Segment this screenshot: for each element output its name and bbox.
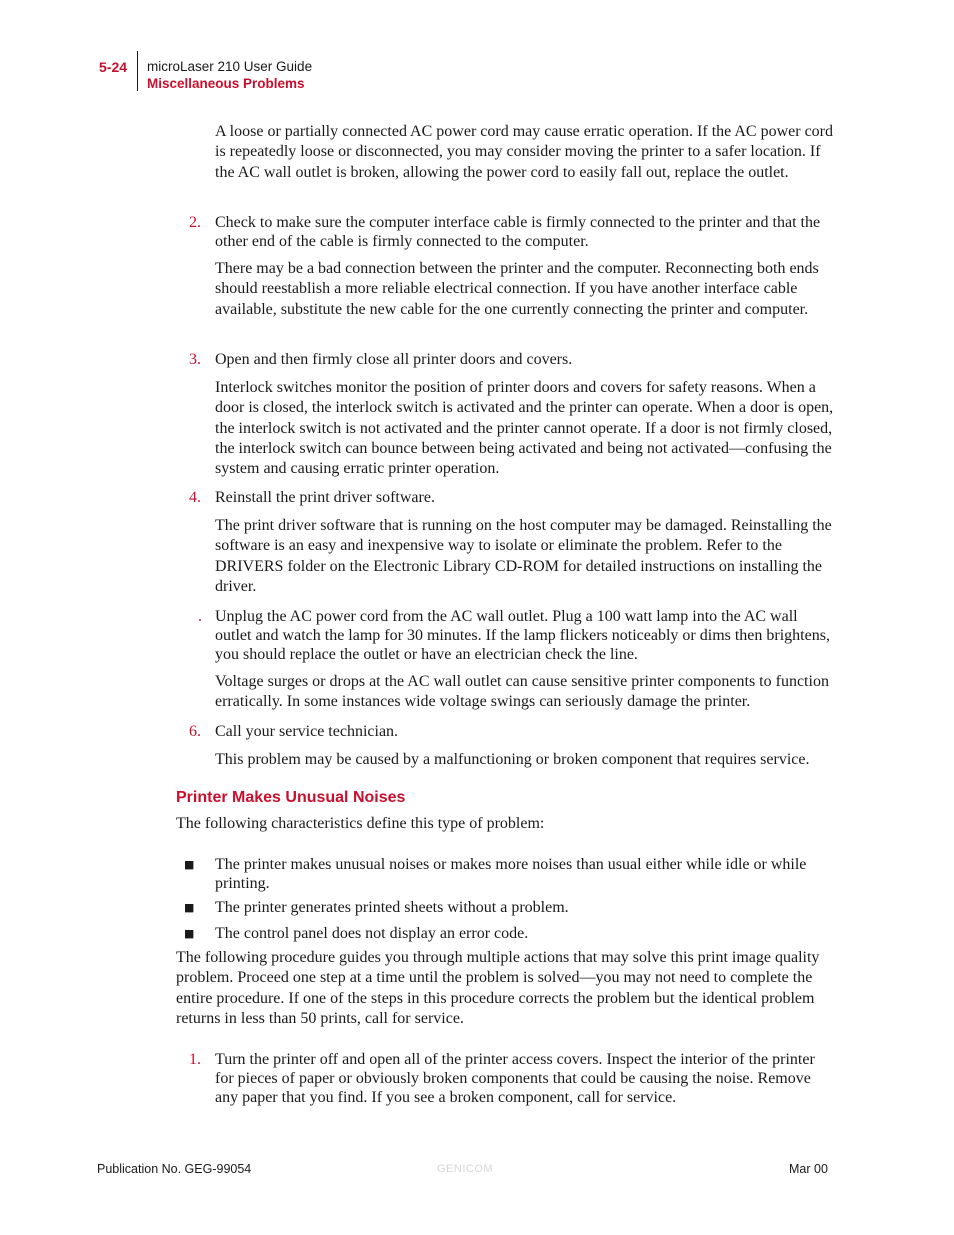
paragraph-step3-detail: Interlock switches monitor the position of printer doors and covers for safety reasons. When a door is closed, the interlock switch is activated and the printer can operate. When a door is open, the interlock switch is not activated and the printer cannot operate. If a door is not firmly closed, the interlock switch can bounce between being activated and being not activated—confusing the system and causing erratic printer operation. (215, 379, 834, 478)
header-divider (137, 51, 138, 91)
step-number: 6. (189, 723, 201, 740)
step-number: 1. (189, 1051, 201, 1068)
paragraph-step4-detail: The print driver software that is running on the host computer may be damaged. Reinstalling the software is an easy and inexpensive way to isolate or eliminate the problem. Refer to the DRIVERS folder on the Electronic Library CD-ROM for detailed instructions on installing the driver. (215, 517, 832, 595)
step-number: 4. (189, 489, 201, 506)
bullet-marker: ■ (184, 901, 195, 914)
list-item: The printer generates printed sheets without a problem. (215, 899, 569, 916)
step-text: Open and then firmly close all printer doors and covers. (215, 351, 573, 368)
bullet-marker: ■ (184, 927, 195, 940)
list-item: The control panel does not display an error code. (215, 925, 529, 942)
paragraph-procedure: The following procedure guides you through multiple actions that may solve this print image quality problem. Proceed one step at a time until the problem is solved—you may not need to complete the entire procedure. If one of the steps in this procedure corrects the problem but the identical problem returns in less than 50 prints, call for service. (176, 949, 820, 1027)
publication-number: Publication No. GEG-99054 (97, 1162, 252, 1176)
step-number: 2. (189, 214, 201, 231)
step-text: Check to make sure the computer interface cable is firmly connected to the printer and that the other end of the cable is firmly connected to the computer. (215, 214, 821, 250)
paragraph-step5-detail: Voltage surges or drops at the AC wall outlet can cause sensitive printer components to function erratically. In some instances wide voltage swings can seriously damage the printer. (215, 673, 829, 711)
step-text: Call your service technician. (215, 723, 399, 740)
bullet-marker: ■ (184, 858, 195, 871)
paragraph-noise-intro: The following characteristics define this type of problem: (176, 815, 545, 832)
step-number: 3. (189, 351, 201, 368)
step-number: . (198, 608, 202, 625)
guide-title: microLaser 210 User Guide (147, 59, 313, 74)
page-number: 5-24 (99, 59, 128, 75)
step-text: Reinstall the print driver software. (215, 489, 435, 506)
step-text: Unplug the AC power cord from the AC wall outlet. Plug a 100 watt lamp into the AC wall outlet and watch the lamp for 30 minutes. If the lamp flickers noticeably or dims then brightens, you should replace the outlet or have an electrician check the line. (215, 608, 830, 663)
list-item: The printer makes unusual noises or makes more noises than usual either while idle or while printing. (215, 856, 807, 892)
paragraph-step6-detail: This problem may be caused by a malfunctioning or broken component that requires service. (215, 751, 810, 768)
paragraph-step2-detail: There may be a bad connection between the printer and the computer. Reconnecting both ends should reestablish a more reliable electrical connection. If you have another interface cable available, substitute the new cable for the one currently connecting the printer and computer. (215, 260, 819, 318)
publication-date: Mar 00 (789, 1162, 828, 1176)
section-title: Miscellaneous Problems (147, 76, 305, 91)
section-heading: Printer Makes Unusual Noises (176, 789, 406, 806)
paragraph-power-cord: A loose or partially connected AC power cord may cause erratic operation. If the AC power cord is repeatedly loose or disconnected, you may consider moving the printer to a safer location. If the AC wall outlet is broken, allowing the power cord to easily fall out, replace the outlet. (215, 123, 834, 181)
step-text: Turn the printer off and open all of the printer access covers. Inspect the interior of the printer for pieces of paper or obviously broken components that could be causing the noise. Remove any paper that you find. If you see a broken component, call for service. (215, 1051, 815, 1106)
brand-watermark: GENICOM (437, 1163, 494, 1175)
